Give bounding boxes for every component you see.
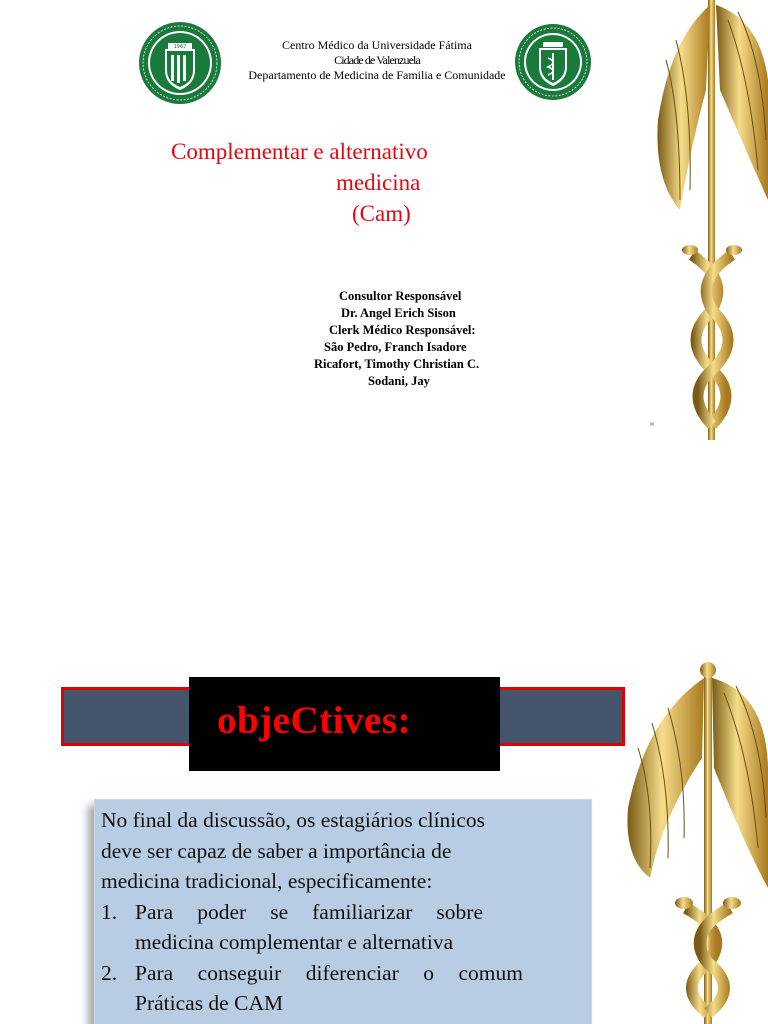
intro-line-1: No final da discussão, os estagiários clínicos [101,808,485,832]
consultant-label: Consultor Responsável [339,289,462,303]
objective-item [101,958,583,989]
objective-text-line-2: Práticas de CAM [135,991,284,1015]
caduceus-image [616,658,768,1024]
caduceus-image [640,0,768,440]
objective-text-line-2: medicina complementar e alternativa [135,930,454,954]
clerk-name-3: Sodani, Jay [368,374,430,388]
objective-number: 1. [101,899,118,924]
objective-item [101,897,583,928]
title-line-1: Complementar e alternativo [171,139,428,164]
objective-number: 2. [101,960,118,985]
clerk-name-1: São Pedro, Franch Isadore [324,340,467,354]
objective-text-line-1: Para conseguir diferenciar o comum [135,960,523,985]
university-seal-right [514,20,592,104]
university-seal-left [138,20,222,106]
title-line-2: medicina [336,170,421,195]
consultant-name: Dr. Angel Erich Sison [341,306,456,320]
title-slide [0,0,768,440]
objective-text-line-1: Para poder se familiarizar sobre [135,899,483,924]
clerk-name-2: Ricafort, Timothy Christian C. [314,357,480,371]
institution-header [222,38,532,83]
objectives-heading: objeCtives: [217,699,411,742]
objectives-content-box [94,799,592,1024]
clerk-label: Clerk Médico Responsável: [329,323,476,337]
intro-line-2: deve ser capaz de saber a importância de [101,838,452,863]
header-line-2: Cidade de Valenzuela [334,53,420,67]
intro-line-3: medicina tradicional, especificamente: [101,869,433,893]
title-line-3: (Cam) [352,201,411,226]
header-line-1: Centro Médico da Universidade Fátima [282,38,472,52]
seal-year: 1967 [173,44,187,50]
header-line-3: Departamento de Medicina de Familia e Comunidade [248,68,506,82]
objectives-slide [0,658,768,1024]
